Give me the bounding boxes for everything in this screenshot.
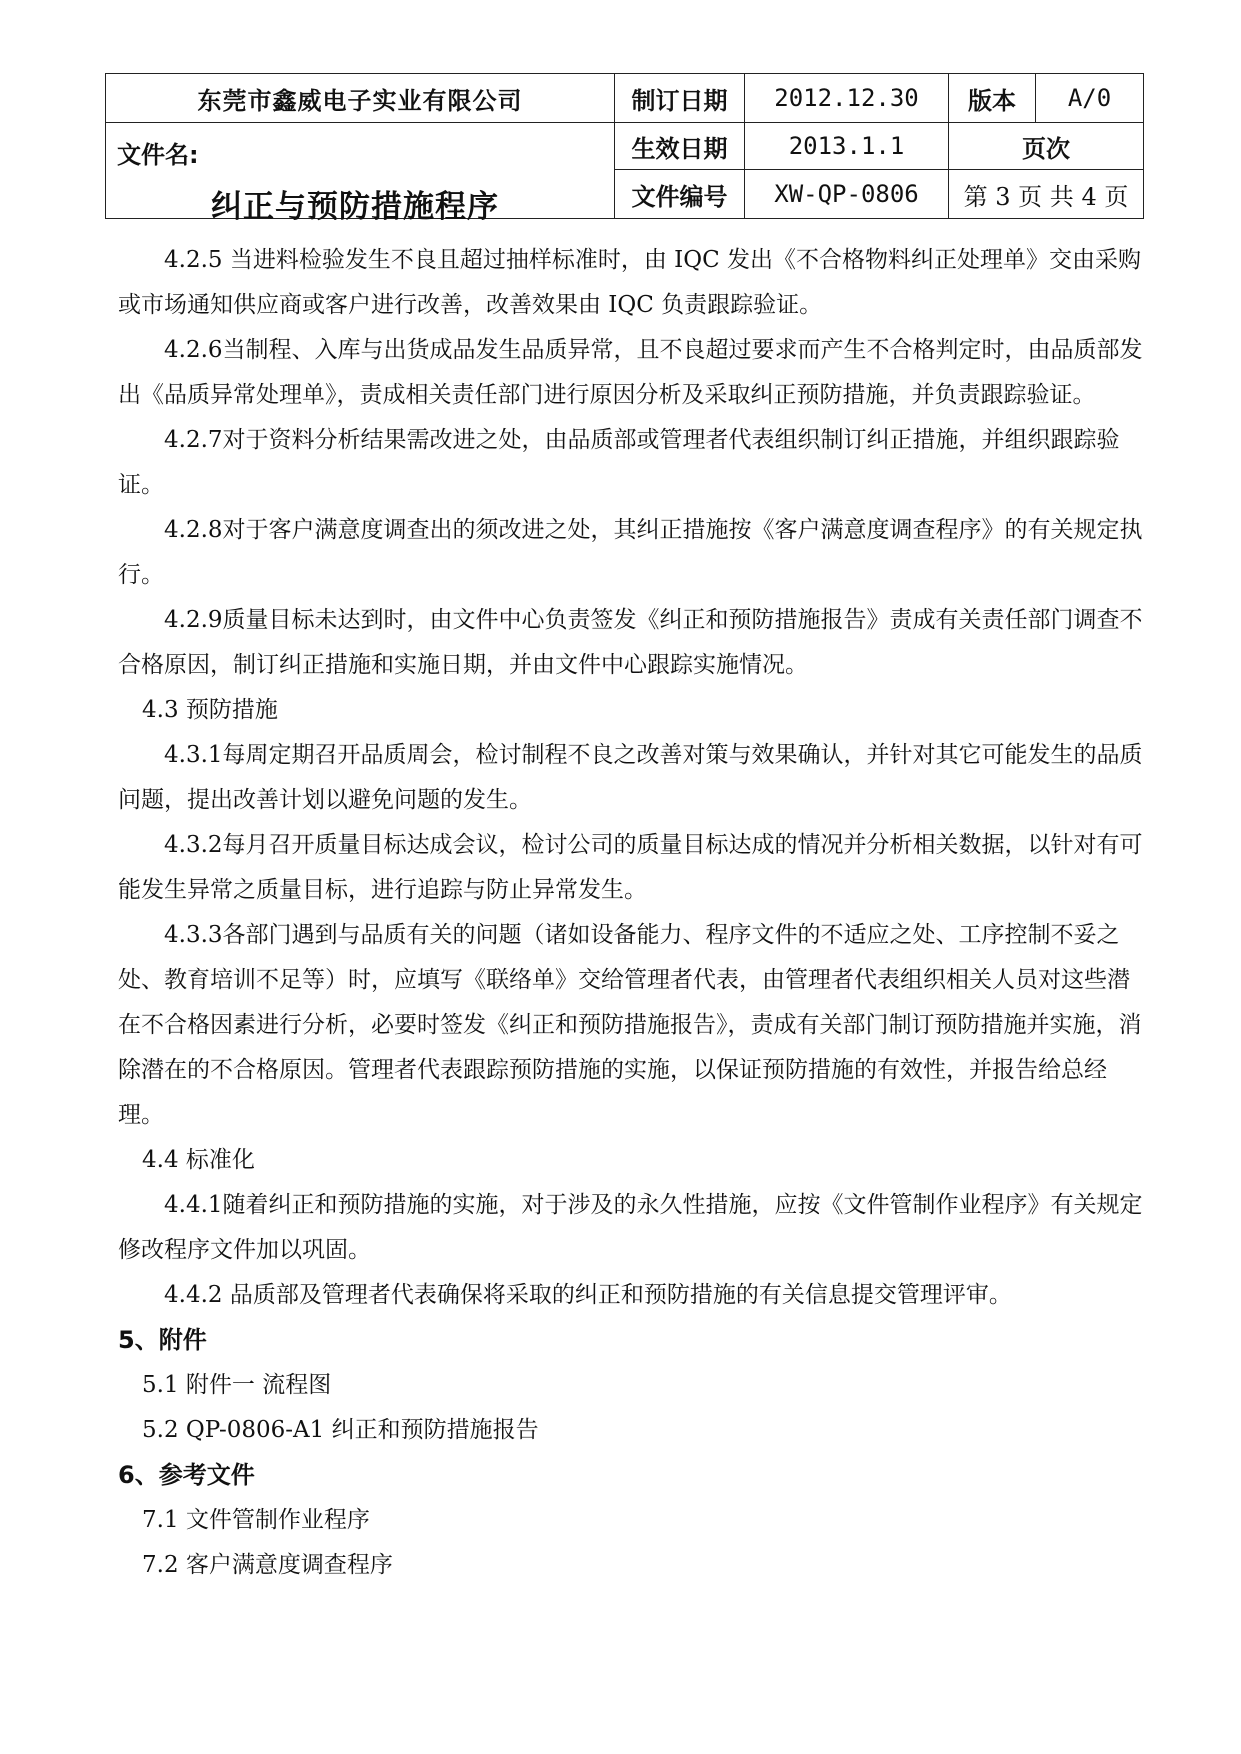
effective-date-value: 2013.1.1 bbox=[745, 123, 949, 170]
version-label: 版本 bbox=[949, 74, 1036, 123]
file-name-label: 文件名: bbox=[117, 141, 199, 169]
reference-7-2: 7.2 客户满意度调查程序 bbox=[142, 1552, 393, 1578]
version-value: A/0 bbox=[1036, 74, 1144, 123]
paragraph-4-2-6: 4.2.6当制程、入库与出货成品发生品质异常，且不良超过要求而产生不合格判定时，由品质部发出《品质异常处理单》，责成相关责任部门进行原因分析及采取纠正预防措施，并负责跟踪验证。 bbox=[118, 337, 1143, 408]
attachment-5-1: 5.1 附件一 流程图 bbox=[142, 1372, 332, 1398]
paragraph-4-3-3: 4.3.3各部门遇到与品质有关的问题（诸如设备能力、程序文件的不适应之处、工序控制不妥之处、教育培训不足等）时，应填写《联络单》交给管理者代表，由管理者代表组织相关人员对这些潜在不合格因素进行分析，必要时签发《纠正和预防措施报告》，责成有关部门制订预防措施并实施，消除潜在的不合格原因。管理者代表跟踪预防措施的实施，以保证预防措施的有效性，并报告给总经理。 bbox=[118, 922, 1142, 1128]
paragraph-4-2-9: 4.2.9质量目标未达到时，由文件中心负责签发《纠正和预防措施报告》责成有关责任部门调查不合格原因，制订纠正措施和实施日期，并由文件中心跟踪实施情况。 bbox=[118, 607, 1143, 678]
file-name-cell bbox=[106, 123, 615, 225]
paragraph-4-3-2: 4.3.2每月召开质量目标达成会议，检讨公司的质量目标达成的情况并分析相关数据，以针对有可能发生异常之质量目标，进行追踪与防止异常发生。 bbox=[118, 832, 1143, 903]
attachment-5-2: 5.2 QP-0806-A1 纠正和预防措施报告 bbox=[142, 1417, 539, 1443]
paragraph-4-4-1: 4.4.1随着纠正和预防措施的实施，对于涉及的永久性措施，应按《文件管制作业程序》有关规定修改程序文件加以巩固。 bbox=[118, 1192, 1143, 1263]
paragraph-4-2-7: 4.2.7对于资料分析结果需改进之处，由品质部或管理者代表组织制订纠正措施，并组织跟踪验证。 bbox=[118, 427, 1120, 498]
document-body bbox=[118, 238, 1148, 1588]
page-label: 页次 bbox=[949, 123, 1144, 170]
section-5-heading: 5、附件 bbox=[118, 1326, 207, 1354]
paragraph-4-2-8: 4.2.8对于客户满意度调查出的须改进之处，其纠正措施按《客户满意度调查程序》的有关规定执行。 bbox=[118, 517, 1143, 588]
section-6-heading: 6、参考文件 bbox=[118, 1461, 255, 1489]
document-header-table bbox=[105, 73, 1144, 225]
reference-7-1: 7.1 文件管制作业程序 bbox=[142, 1507, 370, 1533]
revise-date-label: 制订日期 bbox=[615, 74, 745, 123]
paragraph-4-4-2: 4.4.2 品质部及管理者代表确保将采取的纠正和预防措施的有关信息提交管理评审。 bbox=[164, 1282, 1012, 1308]
company-name: 东莞市鑫威电子实业有限公司 bbox=[106, 74, 615, 123]
file-title: 纠正与预防措施程序 bbox=[211, 189, 499, 225]
heading-4-4: 4.4 标准化 bbox=[142, 1147, 255, 1173]
heading-4-3: 4.3 预防措施 bbox=[142, 697, 278, 723]
paragraph-4-2-5: 4.2.5 当进料检验发生不良且超过抽样标准时，由 IQC 发出《不合格物料纠正处理单》交由采购或市场通知供应商或客户进行改善，改善效果由 IQC 负责跟踪验证。 bbox=[118, 247, 1141, 318]
revise-date-value: 2012.12.30 bbox=[745, 74, 949, 123]
doc-number-value: XW-QP-0806 bbox=[745, 170, 949, 219]
effective-date-label: 生效日期 bbox=[615, 123, 745, 170]
doc-number-label: 文件编号 bbox=[615, 170, 745, 219]
paragraph-4-3-1: 4.3.1每周定期召开品质周会，检讨制程不良之改善对策与效果确认，并针对其它可能发生的品质问题，提出改善计划以避免问题的发生。 bbox=[118, 742, 1143, 813]
page-count: 第 3 页 共 4 页 bbox=[949, 170, 1144, 219]
